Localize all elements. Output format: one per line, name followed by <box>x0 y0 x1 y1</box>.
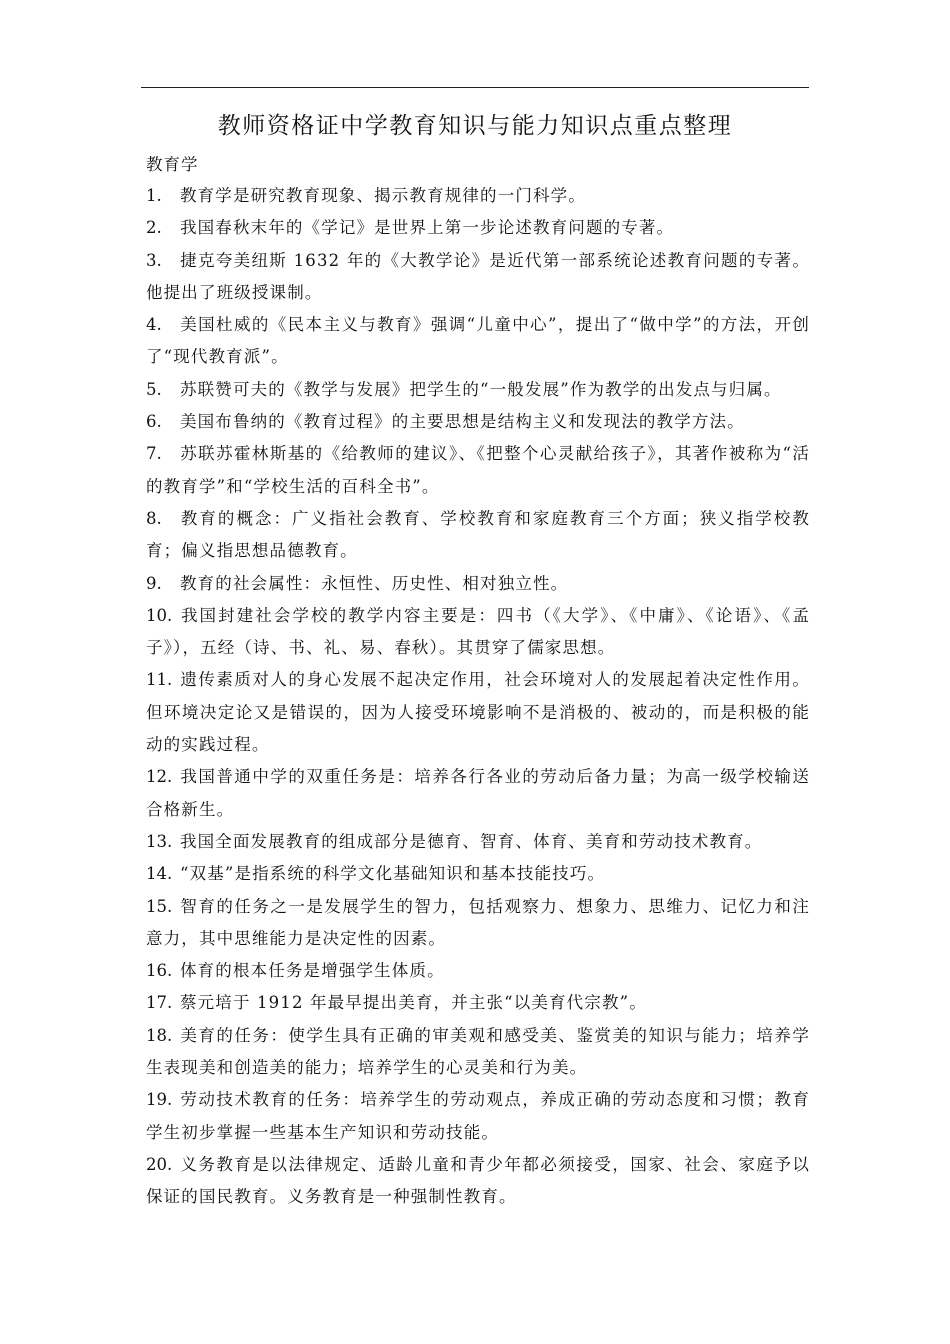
knowledge-point-item <box>146 987 810 1019</box>
knowledge-point-item <box>146 891 810 956</box>
knowledge-point-list <box>146 180 810 1214</box>
item-number: 14. <box>146 864 173 884</box>
item-text: 美育的任务：使学生具有正确的审美观和感受美、鉴赏美的知识与能力；培养学生表现美和创造美的能力；培养学生的心灵美和行为美。 <box>146 1025 810 1078</box>
item-text: 教育学是研究教育现象、揭示教育规律的一门科学。 <box>180 186 586 205</box>
item-number: 10. <box>146 605 173 625</box>
item-number: 4. <box>146 315 162 335</box>
knowledge-point-item <box>146 600 810 665</box>
item-number: 1. <box>146 186 162 205</box>
item-text: 教育的概念：广义指社会教育、学校教育和家庭教育三个方面；狭义指学校教育；偏义指思想品德教育。 <box>146 508 810 561</box>
item-text: 我国全面发展教育的组成部分是德育、智育、体育、美育和劳动技术教育。 <box>180 831 763 851</box>
knowledge-point-item <box>146 664 810 761</box>
item-text: 捷克夸美纽斯 1632 年的《大教学论》是近代第一部系统论述教育问题的专著。他提出了班级授课制。 <box>146 250 810 302</box>
item-number: 17. <box>146 993 173 1013</box>
item-number: 6. <box>146 412 162 432</box>
knowledge-point-item <box>146 1149 810 1214</box>
item-text: 我国普通中学的双重任务是：培养各行各业的劳动后备力量；为高一级学校输送合格新生。 <box>146 767 810 819</box>
item-number: 15. <box>146 896 173 916</box>
item-number: 2. <box>146 218 162 238</box>
item-text: 智育的任务之一是发展学生的智力，包括观察力、想象力、思维力、记忆力和注意力，其中思维能力是决定性的因素。 <box>146 896 810 948</box>
item-text: 美国布鲁纳的《教育过程》的主要思想是结构主义和发现法的教学方法。 <box>180 412 745 432</box>
knowledge-point-item <box>146 503 810 568</box>
item-text: 体育的根本任务是增强学生体质。 <box>180 961 445 981</box>
item-text: 蔡元培于 1912 年最早提出美育，并主张“以美育代宗教”。 <box>180 993 647 1013</box>
item-number: 8. <box>146 508 162 528</box>
knowledge-point-item <box>146 761 810 826</box>
knowledge-point-item <box>146 1020 810 1085</box>
item-number: 5. <box>146 379 162 399</box>
item-number: 13. <box>146 831 173 851</box>
item-number: 20. <box>146 1154 173 1174</box>
knowledge-point-item <box>146 374 810 406</box>
item-text: 苏联赞可夫的《教学与发展》把学生的“一般发展”作为教学的出发点与归属。 <box>180 379 782 399</box>
knowledge-point-item <box>146 955 810 987</box>
knowledge-point-item <box>146 245 810 310</box>
knowledge-point-item <box>146 406 810 438</box>
item-text: 美国杜威的《民本主义与教育》强调“儿童中心”，提出了“做中学”的方法，开创了“现代教育派”。 <box>146 315 810 367</box>
item-text: 遗传素质对人的身心发展不起决定作用，社会环境对人的发展起着决定性作用。但环境决定论又是错误的，因为人接受环境影响不是消极的、被动的，而是积极的能动的实践过程。 <box>146 670 810 755</box>
item-text: 我国封建社会学校的教学内容主要是：四书（《大学》、《中庸》、《论语》、《孟子》），五经（诗、书、礼、易、春秋）。其贯穿了儒家思想。 <box>146 605 810 658</box>
knowledge-point-item <box>146 858 810 890</box>
knowledge-point-item <box>146 180 810 212</box>
item-number: 3. <box>146 250 162 270</box>
knowledge-point-item <box>146 438 810 503</box>
item-number: 11. <box>146 670 173 690</box>
knowledge-point-item <box>146 568 810 600</box>
item-number: 7. <box>146 444 162 464</box>
knowledge-point-item <box>146 1084 810 1149</box>
section-heading: 教育学 <box>146 155 199 174</box>
item-text: 义务教育是以法律规定、适龄儿童和青少年都必须接受，国家、社会、家庭予以保证的国民教育。义务教育是一种强制性教育。 <box>146 1154 810 1207</box>
item-text: 劳动技术教育的任务：培养学生的劳动观点，养成正确的劳动态度和习惯；教育学生初步掌握一些基本生产知识和劳动技能。 <box>146 1090 810 1142</box>
item-number: 18. <box>146 1025 173 1045</box>
knowledge-point-item <box>146 309 810 374</box>
item-number: 19. <box>146 1090 173 1110</box>
header-rule <box>141 87 809 88</box>
item-text: 我国春秋末年的《学记》是世界上第一步论述教育问题的专著。 <box>180 218 675 238</box>
knowledge-point-item <box>146 826 810 858</box>
item-text: 苏联苏霍林斯基的《给教师的建议》、《把整个心灵献给孩子》，其著作被称为“活的教育学”和“学校生活的百科全书”。 <box>146 444 810 496</box>
item-text: 教育的社会属性：永恒性、历史性、相对独立性。 <box>180 573 569 593</box>
item-number: 16. <box>146 961 173 981</box>
document-title: 教师资格证中学教育知识与能力知识点重点整理 <box>217 113 733 139</box>
item-text: “双基”是指系统的科学文化基础知识和基本技能技巧。 <box>180 864 606 884</box>
item-number: 9. <box>146 573 162 593</box>
item-number: 12. <box>146 767 173 787</box>
knowledge-point-item <box>146 212 810 244</box>
